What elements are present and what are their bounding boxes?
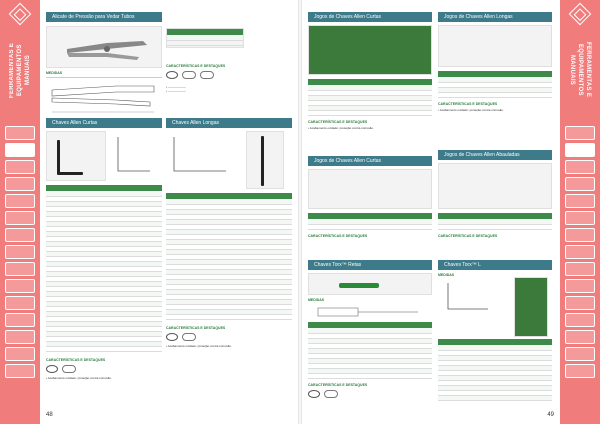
section-alicate (46, 12, 162, 112)
spec-table (46, 185, 162, 352)
section-torx-retas (308, 260, 432, 410)
section-tab[interactable] (565, 228, 595, 242)
section-tab[interactable] (5, 194, 35, 208)
section-title: Chaves Allen Longas (166, 118, 292, 128)
section-tab[interactable] (565, 160, 595, 174)
feature-bullet: • Acabamento oxidado: proteção contra corrosão. (438, 107, 504, 112)
table-row (308, 373, 432, 378)
section-tab[interactable] (5, 313, 35, 327)
feature-bullet: • Acabamento oxidado: proteção contra corrosão. (46, 375, 112, 380)
product-photo (246, 131, 284, 189)
section-tabs (565, 126, 595, 381)
caracteristicas-label: CARACTERÍSTICAS E DESTAQUES (166, 325, 226, 330)
dimension-drawing (166, 131, 242, 181)
section-title: Chaves Allen Curtas (46, 118, 162, 128)
band-title: FERRAMENTAS E EQUIPAMENTOS MANUAIS (569, 42, 591, 98)
section-tab[interactable] (565, 296, 595, 310)
plier-icon (47, 27, 163, 69)
section-tab[interactable] (5, 364, 35, 378)
section-jogo-curtas-2 (308, 156, 432, 256)
page-number-left: 48 (46, 412, 53, 418)
dimension-drawing (438, 277, 510, 317)
section-tab[interactable] (565, 364, 595, 378)
caracteristicas-label: CARACTERÍSTICAS E DESTAQUES (438, 233, 498, 238)
section-title: Jogos de Chaves Allen Curtas (308, 156, 432, 166)
section-jogo-abauladas (438, 150, 552, 250)
section-tab[interactable] (5, 160, 35, 174)
product-photo (308, 169, 432, 209)
band-title: FERRAMENTAS E EQUIPAMENTOS MANUAIS (9, 42, 31, 98)
section-title: Chaves Torx™ L (438, 260, 552, 270)
caracteristicas-label: CARACTERÍSTICAS E DESTAQUES (46, 357, 106, 362)
spec-table (308, 213, 432, 230)
caracteristicas-label: CARACTERÍSTICAS E DESTAQUES (166, 64, 226, 68)
section-tab[interactable] (565, 279, 595, 293)
section-tab[interactable] (5, 177, 35, 191)
section-torx-l (438, 260, 552, 410)
brand-logo-icon (569, 3, 592, 26)
product-photo (514, 277, 548, 337)
table-row (46, 346, 162, 351)
section-tabs (5, 126, 35, 381)
diamond-seal-icon (46, 365, 58, 373)
caracteristicas-label: CARACTERÍSTICAS E DESTAQUES (308, 382, 368, 387)
section-tab[interactable] (5, 296, 35, 310)
quality-seal-icon (62, 365, 76, 373)
product-photo (308, 25, 432, 75)
product-photo (46, 26, 162, 68)
section-tab[interactable] (5, 228, 35, 242)
alicate-specs (166, 28, 244, 114)
section-tab[interactable] (565, 177, 595, 191)
section-allen-curtas (46, 118, 162, 414)
quality-seal-icon (182, 333, 196, 341)
section-title: Jogos de Chaves Allen Longas (438, 12, 552, 22)
spec-table (308, 79, 432, 116)
table-row (308, 224, 432, 229)
section-jogo-curtas (308, 12, 432, 160)
caracteristicas-label: CARACTERÍSTICAS E DESTAQUES (308, 119, 368, 124)
table-row (308, 110, 432, 115)
section-tab[interactable] (5, 347, 35, 361)
section-tab[interactable] (565, 194, 595, 208)
page-number-right: 49 (547, 412, 554, 418)
medidas-label: MEDIDAS (46, 71, 63, 75)
page-gutter (298, 0, 302, 424)
section-tab[interactable] (565, 262, 595, 276)
quality-seal-icon (324, 390, 338, 398)
table-row (438, 224, 552, 229)
section-tab-active[interactable] (565, 143, 595, 157)
section-allen-longas (166, 118, 292, 348)
section-title: Jogos de Chaves Allen Abauladas (438, 150, 552, 160)
medidas-label: MEDIDAS (438, 273, 455, 277)
section-tab[interactable] (565, 211, 595, 225)
diamond-seal-icon (308, 390, 320, 398)
section-title: Chaves Torx™ Retas (308, 260, 432, 270)
left-side-band (0, 0, 40, 424)
feature-bullets: • —————— • —————— (166, 85, 186, 93)
diamond-seal-icon (166, 71, 178, 79)
table-row (438, 92, 552, 97)
section-tab[interactable] (565, 347, 595, 361)
right-side-band (560, 0, 600, 424)
section-tab[interactable] (5, 330, 35, 344)
section-tab[interactable] (5, 279, 35, 293)
feature-bullet: • Acabamento oxidado: proteção contra corrosão. (308, 125, 374, 130)
product-photo (438, 25, 552, 67)
caracteristicas-label: CARACTERÍSTICAS E DESTAQUES (438, 101, 498, 106)
feature-bullet: • Acabamento oxidado: proteção contra corrosão. (166, 343, 232, 348)
dimension-drawing (46, 77, 162, 117)
section-jogo-longas (438, 12, 552, 144)
section-tab[interactable] (5, 211, 35, 225)
diamond-seal-icon (166, 333, 178, 341)
dimension-drawing (308, 302, 432, 322)
section-tab[interactable] (565, 126, 595, 140)
quality-seal-icon (182, 71, 196, 79)
warranty-seal-icon (200, 71, 214, 79)
section-tab[interactable] (5, 245, 35, 259)
spec-table (308, 322, 432, 379)
section-title: Jogos de Chaves Allen Curtas (308, 12, 432, 22)
section-tab[interactable] (565, 330, 595, 344)
section-tab[interactable] (5, 126, 35, 140)
product-photo (46, 131, 106, 181)
hex-key-icon (261, 136, 264, 186)
section-tab[interactable] (565, 313, 595, 327)
spec-table (166, 193, 292, 320)
caracteristicas-label: CARACTERÍSTICAS E DESTAQUES (308, 233, 368, 238)
table-row (438, 395, 552, 400)
screwdriver-icon (339, 283, 379, 288)
product-photo (308, 273, 432, 295)
brand-logo-icon (9, 3, 32, 26)
dimension-drawing (110, 131, 160, 181)
hex-key-icon (57, 140, 60, 174)
spec-table (438, 339, 552, 401)
hex-key-arm (57, 172, 83, 175)
section-tab-active[interactable] (5, 143, 35, 157)
section-tab[interactable] (565, 245, 595, 259)
table-row (166, 314, 292, 319)
spec-table (438, 213, 552, 230)
product-photo (438, 163, 552, 209)
medidas-label: MEDIDAS (308, 298, 325, 302)
spec-table (438, 71, 552, 98)
section-tab[interactable] (5, 262, 35, 276)
section-title: Alicate de Pressão para Vedar Tubos (46, 12, 162, 22)
spec-table (166, 28, 244, 48)
